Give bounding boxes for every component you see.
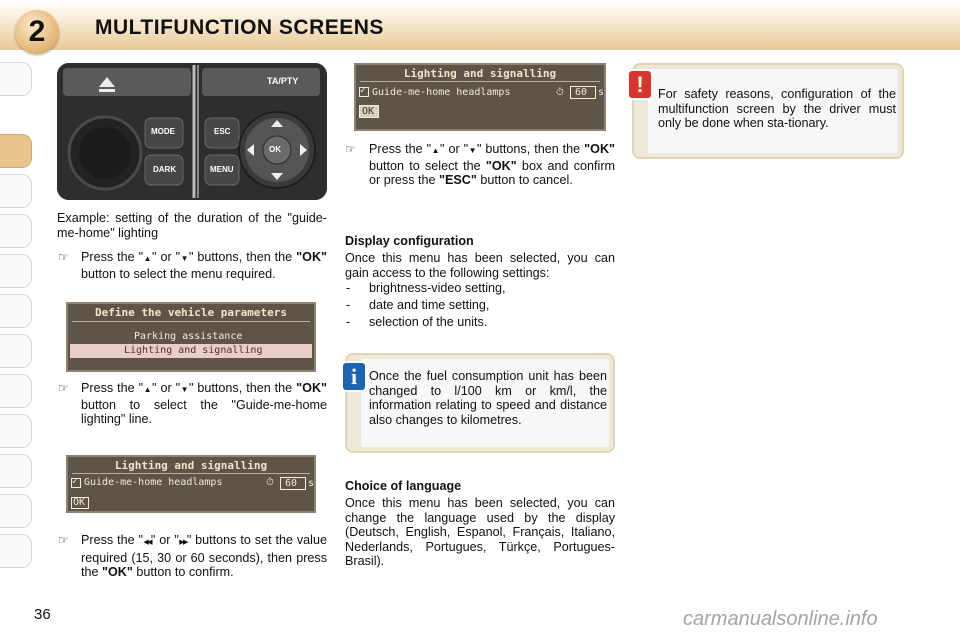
rewind-icon: ◀◀ (142, 539, 151, 546)
display-configuration-heading: Display configuration (345, 234, 474, 248)
up-arrow-icon: ▲ (143, 385, 152, 394)
warning-note (634, 65, 902, 157)
option-label: Guide-me-home headlamps (84, 477, 223, 488)
chapter-tab[interactable] (0, 454, 32, 488)
lighting-screen-left (66, 455, 316, 513)
esc-button-label: ESC (214, 127, 231, 136)
bullet-icon: ☞ (58, 381, 69, 395)
bullet-icon: ☞ (58, 250, 69, 264)
bullet-icon: ☞ (345, 142, 356, 156)
down-arrow-icon: ▼ (468, 146, 477, 155)
screen-title: Define the vehicle parameters (94, 306, 288, 319)
down-arrow-icon: ▼ (180, 254, 189, 263)
lighting-screen-top (354, 63, 606, 131)
check-icon: ✓ (72, 476, 79, 487)
control-panel-image (57, 63, 327, 200)
chapter-tab[interactable] (0, 294, 32, 328)
chapter-tab[interactable] (0, 374, 32, 408)
down-arrow-icon: ▼ (180, 385, 189, 394)
warning-icon: ! (629, 71, 651, 98)
choice-of-language-heading: Choice of language (345, 479, 462, 493)
option-label: Guide-me-home headlamps (372, 87, 511, 98)
info-note (347, 355, 613, 451)
menu-item-lighting-signalling: Lighting and signalling (124, 345, 263, 356)
chapter-tab[interactable] (0, 494, 32, 528)
ta-pty-label: TA/PTY (267, 76, 299, 86)
bullet-icon: ☞ (58, 533, 69, 547)
chapter-tab[interactable] (0, 214, 32, 248)
info-note-text: Once the fuel consumption unit has been changed to l/100 km or km/l, the information relating to speed and distance also changes to kilometres. (369, 369, 607, 427)
value-text: 60 (285, 478, 298, 489)
list-dash: - (346, 298, 351, 312)
chapter-number-badge: 2 (15, 10, 59, 54)
setting-date-time: date and time setting, (369, 298, 490, 312)
check-icon: ✓ (360, 85, 367, 96)
chapter-tab[interactable] (0, 62, 32, 96)
menu-button-label: MENU (210, 165, 234, 174)
clock-icon: ⏱ (266, 477, 274, 488)
list-dash: - (346, 315, 351, 329)
define-parameters-screen (66, 302, 316, 372)
screen-title: Lighting and signalling (403, 67, 557, 80)
fast-forward-icon: ▶▶ (178, 539, 187, 546)
display-configuration-intro: Once this menu has been selected, you can gain access to the following settings: (345, 251, 615, 280)
chapter-tabs (0, 62, 32, 572)
ok-button-label: OK (269, 145, 281, 154)
choice-of-language-body: Once this menu has been selected, you can change the language used by the display (Deutsch, English, Espanol, Français, Italiano, Nederlands, Portugues, Türkçe, Portugues-Brasil). (345, 496, 615, 568)
step-2-text: Press the "▲" or "▼" buttons, then the "OK" button to select the "Guide-me-home lighting" line. (81, 381, 328, 426)
unit-text: s (308, 478, 315, 489)
ok-label: OK (362, 106, 375, 117)
info-icon: i (343, 363, 365, 390)
step-3-text: Press the "◀◀" or "▶▶" buttons to set the value required (15, 30 or 60 seconds), then press the "OK" button to confirm. (81, 533, 327, 579)
up-arrow-icon: ▲ (431, 146, 440, 155)
step-4-text: Press the "▲" or "▼" buttons, then the "OK" button to select the "OK" box and confirm or press the "ESC" button to cancel. (369, 142, 616, 187)
setting-brightness: brightness-video setting, (369, 281, 506, 295)
chapter-tab[interactable] (0, 334, 32, 368)
chapter-tab[interactable] (0, 414, 32, 448)
dark-button-label: DARK (153, 165, 177, 174)
watermark: carmanualsonline.info (683, 608, 878, 630)
example-caption: Example: setting of the duration of the "guide-me-home" lighting (57, 211, 327, 240)
step-1-text: Press the "▲" or "▼" buttons, then the "OK" button to select the menu required. (81, 250, 328, 281)
ok-label: OK (73, 497, 86, 508)
page-title: MULTIFUNCTION SCREENS (95, 16, 384, 39)
unit-text: s (598, 87, 605, 98)
up-arrow-icon: ▲ (143, 254, 152, 263)
mode-button-label: MODE (151, 127, 175, 136)
chapter-tab[interactable] (0, 534, 32, 568)
chapter-tab[interactable] (0, 174, 32, 208)
chapter-tab[interactable] (0, 254, 32, 288)
screen-title: Lighting and signalling (114, 459, 268, 472)
setting-units: selection of the units. (369, 315, 488, 329)
page-number: 36 (34, 606, 51, 623)
warning-note-text: For safety reasons, configuration of the multifunction screen by the driver must only be done when sta-tionary. (658, 87, 896, 130)
clock-icon: ⏱ (556, 87, 564, 98)
menu-item-parking-assistance: Parking assistance (134, 331, 243, 342)
list-dash: - (346, 281, 351, 295)
value-text: 60 (575, 87, 588, 98)
chapter-tab-active[interactable] (0, 134, 32, 168)
